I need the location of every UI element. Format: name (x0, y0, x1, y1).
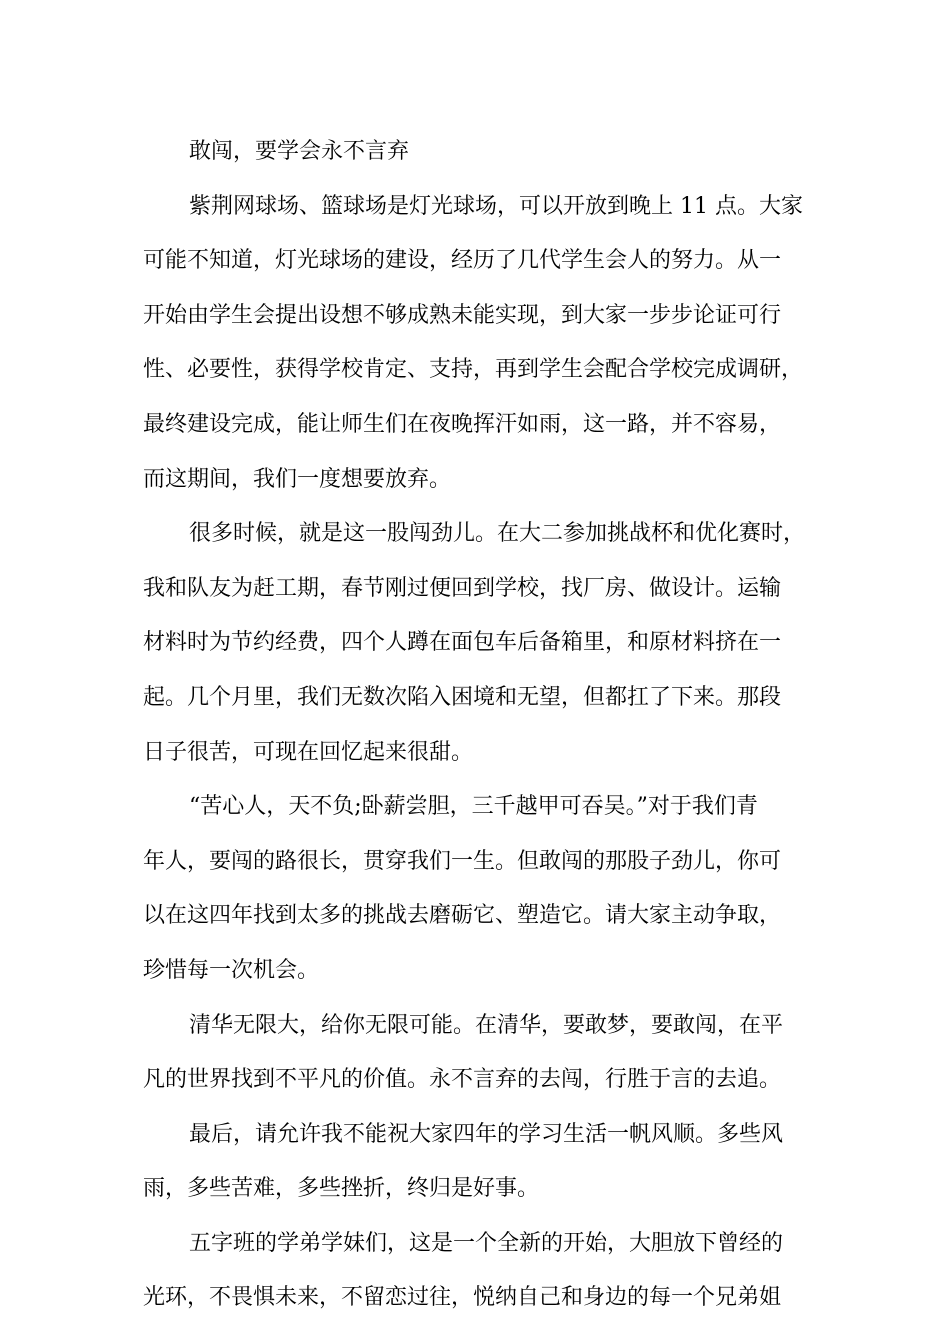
paragraph (143, 1222, 823, 1331)
text-line: 光环，不畏惧未来，不留恋过往，悦纳自己和身边的每一个兄弟姐 (143, 1285, 782, 1311)
document-body (143, 130, 823, 1331)
text-line: 最终建设完成，能让师生们在夜晚挥汗如雨，这一路，并不容易， (143, 411, 782, 437)
text-line: 紫荆网球场、篮球场是灯光球场，可以开放到晚上 11 点。大家 (189, 193, 803, 219)
text-line: 年人，要闯的路很长，贯穿我们一生。但敢闯的那股子劲儿，你可 (143, 848, 782, 874)
text-line: 性、必要性，获得学校肯定、支持，再到学生会配合学校完成调研， (143, 357, 804, 383)
text-line: 清华无限大，给你无限可能。在清华，要敢梦，要敢闯，在平 (189, 1012, 784, 1038)
text-line: 而这期间，我们一度想要放弃。 (143, 466, 452, 492)
paragraph (143, 1113, 823, 1222)
text-line: 很多时候，就是这一股闯劲儿。在大二参加挑战杯和优化赛时， (189, 521, 806, 547)
paragraph (143, 130, 823, 185)
text-line: 珍惜每一次机会。 (143, 957, 320, 983)
section-heading: 敢闯，要学会永不言弃 (189, 139, 410, 164)
text-line: 可能不知道，灯光球场的建设，经历了几代学生会人的努力。从一 (143, 248, 782, 274)
text-line: 起。几个月里，我们无数次陷入困境和无望，但都扛了下来。那段 (143, 684, 782, 710)
text-line: 日子很苦，可现在回忆起来很甜。 (143, 739, 474, 765)
text-line: 以在这四年找到太多的挑战去磨砺它、塑造它。请大家主动争取， (143, 903, 782, 929)
paragraph (143, 785, 823, 1003)
text-line: 五字班的学弟学妹们，这是一个全新的开始，大胆放下曾经的 (189, 1230, 784, 1256)
paragraph (143, 185, 823, 513)
text-line: 我和队友为赶工期，春节刚过便回到学校，找厂房、做设计。运输 (143, 575, 782, 601)
text-line: 最后，请允许我不能祝大家四年的学习生活一帆风顺。多些风 (189, 1121, 784, 1147)
text-line: “苦心人，天不负;卧薪尝胆，三千越甲可吞吴。”对于我们青 (189, 794, 758, 820)
text-line: 凡的世界找到不平凡的价值。永不言弃的去闯，行胜于言的去追。 (143, 1067, 782, 1093)
paragraph (143, 512, 823, 785)
paragraph (143, 1004, 823, 1113)
text-line: 材料时为节约经费，四个人蹲在面包车后备箱里，和原材料挤在一 (143, 630, 782, 656)
text-line: 开始由学生会提出设想不够成熟未能实现，到大家一步步论证可行 (143, 302, 782, 328)
text-line: 雨，多些苦难，多些挫折，终归是好事。 (143, 1176, 540, 1202)
